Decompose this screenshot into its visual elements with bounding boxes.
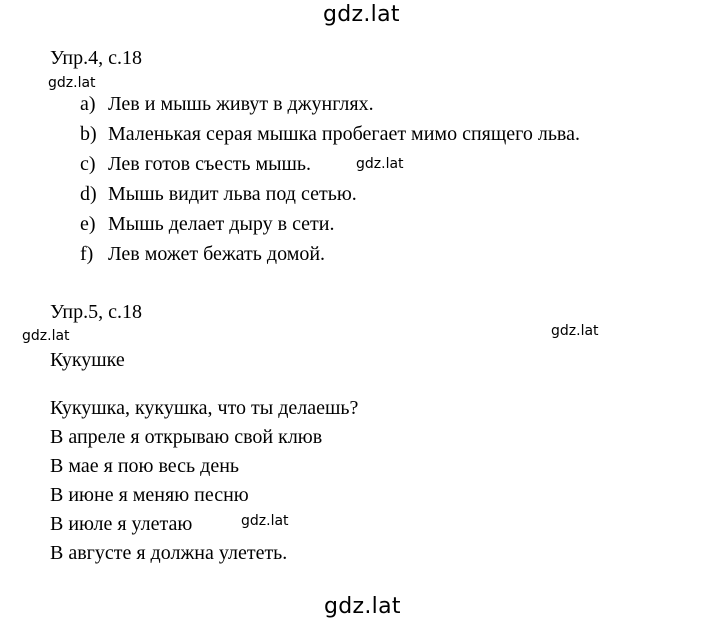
item-letter: f) (80, 243, 94, 265)
item-text: Маленькая серая мышка пробегает мимо спящего льва. (108, 123, 580, 145)
watermark-ex4: gdz.lat (48, 75, 96, 91)
item-letter: b) (80, 123, 97, 145)
watermark-ex4-inline: gdz.lat (356, 156, 404, 172)
exercise4-item-e (80, 212, 335, 236)
exercise4-item-b (80, 122, 580, 146)
exercise4-heading: Упр.4, с.18 (50, 47, 142, 69)
item-text: Лев и мышь живут в джунглях. (108, 93, 374, 115)
exercise5-heading: Упр.5, с.18 (50, 301, 142, 323)
watermark-ex5-left: gdz.lat (22, 328, 70, 344)
poem-line-6: В августе я должна улететь. (50, 542, 288, 564)
item-letter: e) (80, 213, 96, 235)
watermark-poem-inline: gdz.lat (241, 513, 289, 529)
item-text: Лев готов съесть мышь. (108, 153, 312, 175)
poem-line-4: В июне я меняю песню (50, 484, 249, 506)
poem-line-2: В апреле я открываю свой клюв (50, 426, 323, 448)
item-letter: d) (80, 183, 97, 205)
poem-title: Кукушке (50, 349, 125, 371)
item-letter: a) (80, 93, 96, 115)
item-letter: c) (80, 153, 96, 175)
watermark-bottom: gdz.lat (324, 594, 401, 619)
exercise4-item-a (80, 92, 374, 116)
watermark-ex5-right: gdz.lat (551, 323, 599, 339)
item-text: Лев может бежать домой. (108, 243, 326, 265)
poem-line-1: Кукушка, кукушка, что ты делаешь? (50, 397, 359, 419)
watermark-top: gdz.lat (323, 2, 400, 27)
item-text: Мышь делает дыру в сети. (108, 213, 335, 235)
exercise4-item-d (80, 182, 357, 206)
item-text: Мышь видит льва под сетью. (108, 183, 357, 205)
exercise4-item-f (80, 242, 325, 266)
exercise4-item-c (80, 152, 311, 176)
poem-line-3: В мае я пою весь день (50, 455, 240, 477)
poem-line-5: В июле я улетаю (50, 513, 193, 535)
